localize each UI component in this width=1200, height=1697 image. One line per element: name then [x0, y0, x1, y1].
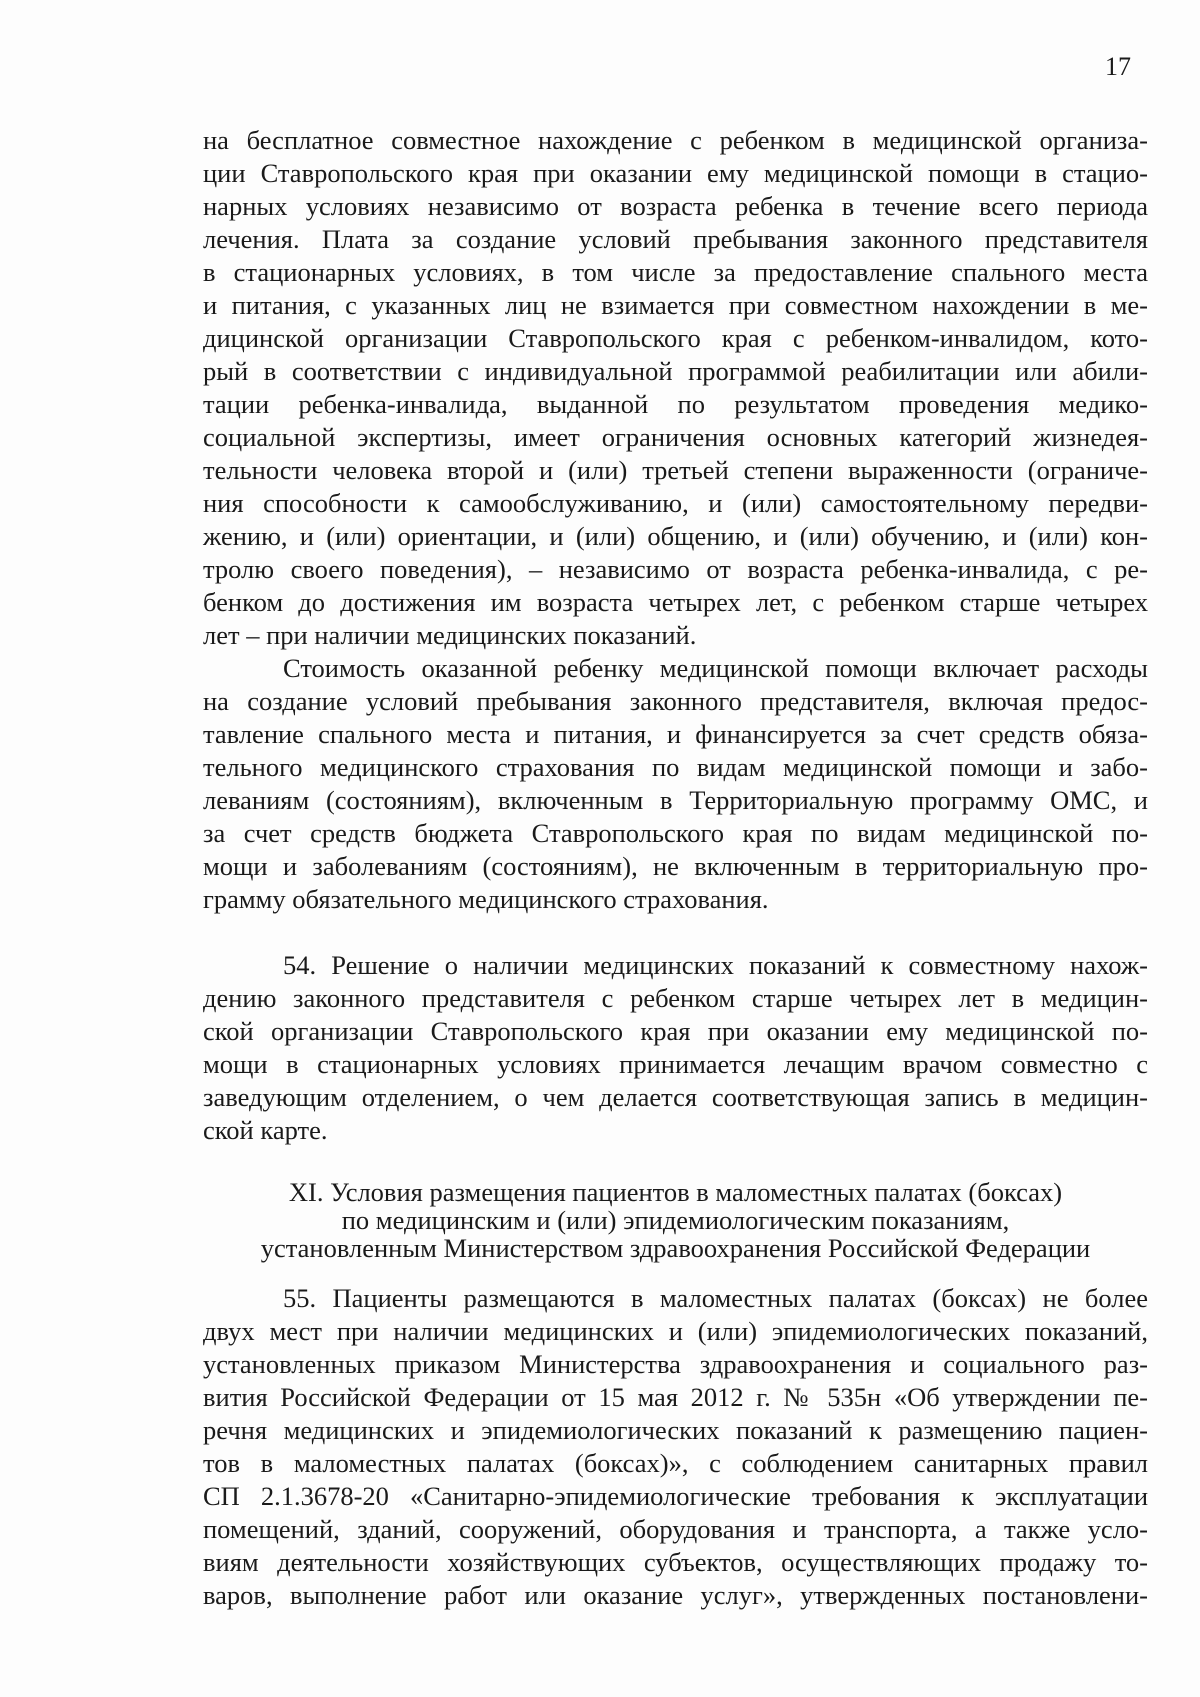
text-line: мощи и заболеваниям (состояниям), не включенным в территориальную про-: [203, 851, 1148, 881]
text-line: леваниям (состояниям), включенным в Территориальную программу ОМС, и: [203, 785, 1148, 815]
text-line: лечения. Плата за создание условий пребывания законного представителя: [203, 224, 1148, 254]
text-line: за счет средств бюджета Ставропольского края по видам медицинской по-: [203, 818, 1148, 848]
text-line: дению законного представителя с ребенком старше четырех лет в медицин-: [203, 983, 1148, 1013]
text-line: двух мест при наличии медицинских и (или) эпидемиологических показаний,: [203, 1316, 1148, 1346]
text-line: тации ребенка-инвалида, выданной по результатом проведения медико-: [203, 389, 1148, 419]
text-line: ции Ставропольского края при оказании ему медицинской помощи в стацио-: [203, 158, 1148, 188]
text-line: тельности человека второй и (или) третьей степени выраженности (ограниче-: [203, 455, 1148, 485]
text-line: ской организации Ставропольского края при оказании ему медицинской по-: [203, 1016, 1148, 1046]
heading-line: установленным Министерством здравоохранения Российской Федерации: [260, 1233, 1091, 1263]
text-line: на создание условий пребывания законного представителя, включая предос-: [203, 686, 1148, 716]
paragraph-continuation: [203, 124, 1148, 652]
paragraph-55: [203, 1282, 1148, 1612]
page-number: 17: [1105, 52, 1131, 81]
text-line: тролю своего поведения), – независимо от возраста ребенка-инвалида, с ре-: [203, 554, 1148, 584]
text-line: установленных приказом Министерства здравоохранения и социального раз-: [203, 1349, 1148, 1379]
heading-line: по медицинским и (или) эпидемиологическим показаниям,: [341, 1205, 1010, 1235]
paragraph-cost: [203, 652, 1148, 916]
paragraph-54: [203, 949, 1148, 1147]
text-line: тельного медицинского страхования по видам медицинской помощи и забо-: [203, 752, 1148, 782]
text-line: лет – при наличии медицинских показаний.: [203, 620, 697, 650]
text-line: 55. Пациенты размещаются в маломестных палатах (боксах) не более: [283, 1283, 1148, 1313]
text-line: рый в соответствии с индивидуальной программой реабилитации или абили-: [203, 356, 1148, 386]
text-line: на бесплатное совместное нахождение с ребенком в медицинской организа-: [203, 125, 1148, 155]
text-line: тавление спального места и питания, и финансируется за счет средств обяза-: [203, 719, 1148, 749]
text-line: вития Российской Федерации от 15 мая 2012 г. № 535н «Об утверждении пе-: [203, 1382, 1148, 1412]
text-line: СП 2.1.3678-20 «Санитарно-эпидемиологические требования к эксплуатации: [203, 1481, 1148, 1511]
text-line: грамму обязательного медицинского страхования.: [203, 884, 769, 914]
text-line: ской карте.: [203, 1115, 328, 1145]
text-line: социальной экспертизы, имеет ограничения основных категорий жизнедея-: [203, 422, 1148, 452]
text-line: тов в маломестных палатах (боксах)», с соблюдением санитарных правил: [203, 1448, 1148, 1478]
text-line: 54. Решение о наличии медицинских показаний к совместному нахож-: [283, 950, 1148, 980]
text-line: дицинской организации Ставропольского края с ребенком-инвалидом, кото-: [203, 323, 1148, 353]
text-line: Стоимость оказанной ребенку медицинской помощи включает расходы: [283, 653, 1148, 683]
section-heading: [203, 1178, 1148, 1262]
text-line: нарных условиях независимо от возраста ребенка в течение всего периода: [203, 191, 1148, 221]
text-line: и питания, с указанных лиц не взимается при совместном нахождении в ме-: [203, 290, 1148, 320]
text-line: варов, выполнение работ или оказание услуг», утвержденных постановлени-: [203, 1580, 1148, 1610]
text-line: заведующим отделением, о чем делается соответствующая запись в медицин-: [203, 1082, 1148, 1112]
text-line: в стационарных условиях, в том числе за предоставление спального места: [203, 257, 1148, 287]
text-line: виям деятельности хозяйствующих субъектов, осуществляющих продажу то-: [203, 1547, 1148, 1577]
heading-line: XI. Условия размещения пациентов в маломестных палатах (боксах): [288, 1177, 1063, 1207]
text-line: мощи в стационарных условиях принимается лечащим врачом совместно с: [203, 1049, 1148, 1079]
text-line: ния способности к самообслуживанию, и (или) самостоятельному передви-: [203, 488, 1148, 518]
text-line: бенком до достижения им возраста четырех лет, с ребенком старше четырех: [203, 587, 1148, 617]
text-line: помещений, зданий, сооружений, оборудования и транспорта, а также усло-: [203, 1514, 1148, 1544]
text-line: речня медицинских и эпидемиологических показаний к размещению пациен-: [203, 1415, 1148, 1445]
text-line: жению, и (или) ориентации, и (или) общению, и (или) обучению, и (или) кон-: [203, 521, 1148, 551]
